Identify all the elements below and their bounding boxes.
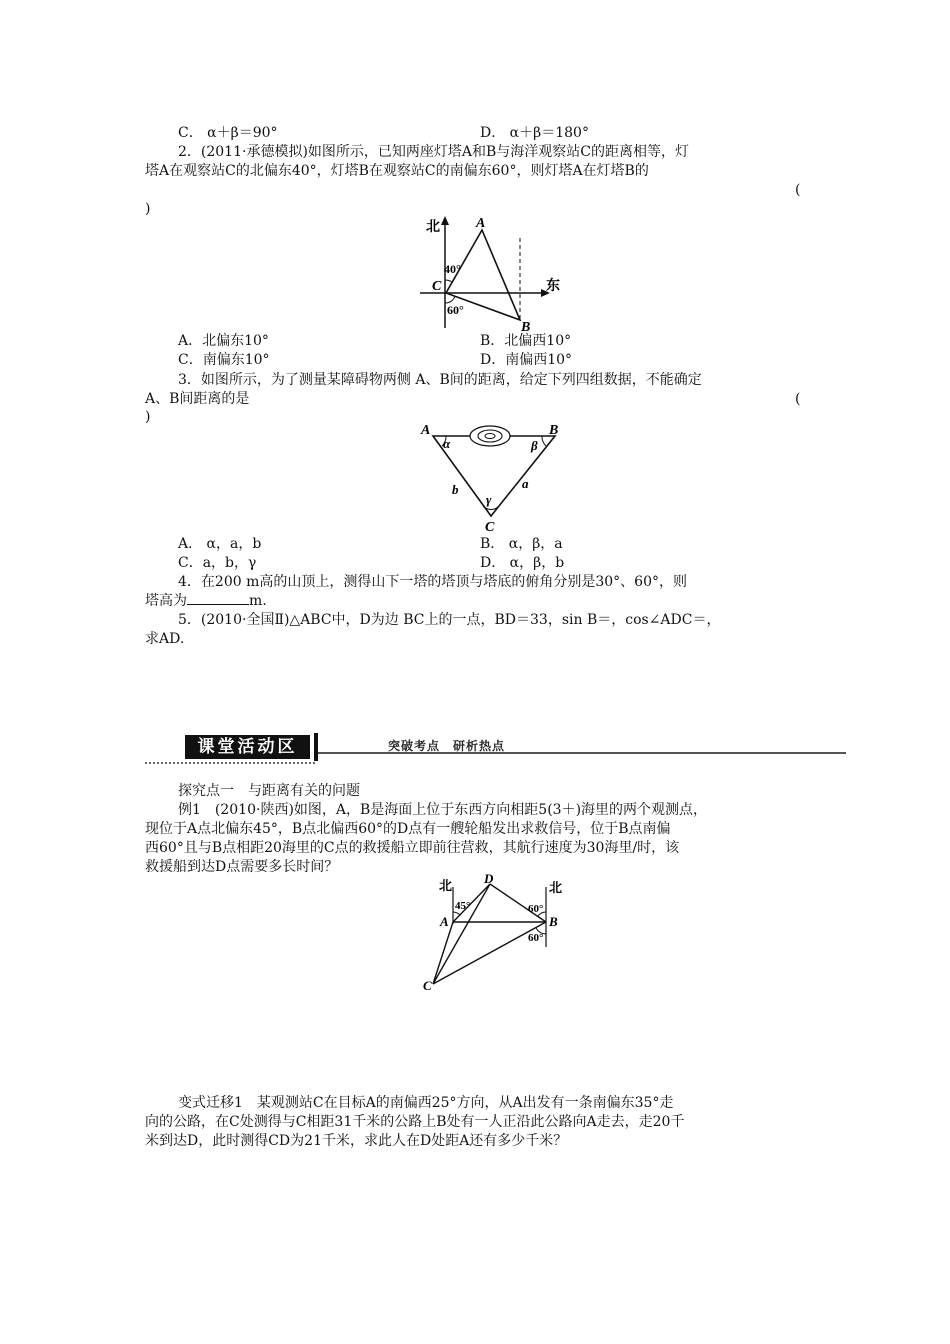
q3-option-d: D． α，β，b: [480, 555, 565, 571]
fig4-point-a: A: [440, 914, 449, 929]
q2-option-c: C．南偏东10°: [178, 352, 270, 368]
fig3-angle-alpha: α: [443, 436, 451, 451]
q3-figure: [418, 418, 568, 536]
fig3-point-c: C: [485, 520, 495, 535]
q2-paren-open: (: [795, 182, 801, 198]
q2-text-line2: 塔A在观察站C的北偏东40°，灯塔B在观察站C的南偏东60°，则灯塔A在灯塔B的: [145, 163, 649, 179]
q2-paren-close: ): [145, 201, 151, 217]
example-figure: [418, 872, 578, 994]
banner-dotted-rule: [145, 762, 315, 764]
fig2-point-a: A: [476, 216, 486, 231]
banner-divider-bar: [314, 733, 318, 761]
fig4-angle-45: 45°: [455, 900, 471, 912]
q3-paren-close: ): [145, 409, 151, 425]
example-line3: 西60°且与B点相距20海里的C点的救援船立即前往营救，其航行速度为30海里/时，该: [145, 840, 680, 856]
q2-option-a: A．北偏东10°: [178, 333, 269, 349]
q3-option-c: C．a，b，γ: [178, 555, 257, 571]
example-line4: 救援船到达D点需要多长时间？: [145, 859, 339, 875]
variant-line1: 变式迁移1 某观测站C在目标A的南偏西25°方向，从A出发有一条南偏东35°走: [178, 1095, 674, 1111]
fig3-point-a: A: [421, 423, 431, 438]
q2-figure: [410, 210, 570, 335]
obstacle-outer: [470, 426, 510, 446]
angle-arc-40: [445, 280, 452, 282]
fig2-north-label: 北: [426, 220, 440, 235]
fig4-point-b: B: [549, 914, 558, 929]
q2-option-b: B．北偏西10°: [480, 333, 572, 349]
q4-line2-prefix: 塔高为: [145, 593, 187, 609]
q5-text-line2: 求AD.: [145, 631, 185, 647]
fig4-point-c: C: [423, 978, 432, 993]
angle-arc-beta: [542, 436, 546, 446]
q4-line2-suffix: m.: [249, 593, 267, 609]
variant-line3: 米到达D，此时测得CD为21千米，求此人在D处距A还有多少千米？: [145, 1133, 568, 1149]
fig4-point-d: D: [484, 872, 494, 886]
fig2-angle-60: 60°: [447, 303, 464, 317]
arrow-north: [441, 216, 449, 225]
fig3-point-b: B: [549, 423, 559, 438]
fig4-north-b: 北: [549, 880, 563, 895]
fig4-angle-60-bottom: 60°: [528, 932, 544, 944]
q3-option-a: A． α，a，b: [178, 536, 262, 552]
q1-option-d: D． α＋β＝180°: [480, 125, 589, 141]
fig2-point-c: C: [432, 279, 442, 294]
section-banner-subtitle: 突破考点 研析热点: [388, 739, 506, 753]
q4-text-line2: [145, 592, 267, 610]
q2-option-d: D．南偏西10°: [480, 352, 573, 368]
q3-option-b: B． α，β，a: [480, 536, 563, 552]
q2-text-line1: 2．(2011·承德模拟)如图所示，已知两座灯塔A和B与海洋观察站C的距离相等，灯: [178, 144, 690, 160]
fig2-east-label: 东: [546, 279, 560, 294]
fig3-angle-beta: β: [531, 438, 538, 453]
fig4-north-a: 北: [439, 878, 453, 893]
q3-paren-open: (: [795, 391, 801, 407]
fig2-angle-40: 40°: [444, 262, 461, 276]
fig3-angle-gamma: γ: [486, 492, 492, 507]
q3-text-line2: A、B间距离的是: [145, 391, 250, 407]
section-banner-title: 课堂活动区: [185, 735, 310, 759]
q4-text-line1: 4．在200 m高的山顶上，测得山下一塔的塔顶与塔底的俯角分别是30°、60°，则: [178, 574, 687, 590]
example-line2: 现位于A点北偏东45°，B点北偏西60°的D点有一艘轮船发出求救信号，位于B点南偏: [145, 821, 671, 837]
angle-arc-45: [453, 912, 460, 915]
fig3-side-a: a: [522, 476, 529, 491]
angle-arc-60: [445, 296, 455, 303]
example-line1: 例1 (2010·陕西)如图，A，B是海面上位于东西方向相距5(3＋)海里的两个观测点，: [178, 802, 708, 818]
fig2-point-b: B: [521, 320, 531, 335]
fig4-angle-60-top: 60°: [528, 903, 544, 915]
q1-option-c: C． α＋β＝90°: [178, 125, 278, 141]
variant-line2: 向的公路，在C处测得与C相距31千米的公路上B处有一人正沿此公路向A走去，走20千: [145, 1114, 685, 1130]
q5-text-line1: 5．(2010·全国Ⅱ)△ABC中，D为边 BC上的一点，BD＝33，sin B＝，cos∠ADC＝，: [178, 612, 721, 628]
answer-blank: [187, 592, 249, 605]
fig3-side-b: b: [452, 482, 459, 497]
q3-text-line1: 3．如图所示，为了测量某障碍物两侧 A、B间的距离，给定下列四组数据，不能确定: [178, 372, 702, 388]
section-heading: 探究点一 与距离有关的问题: [178, 783, 360, 799]
